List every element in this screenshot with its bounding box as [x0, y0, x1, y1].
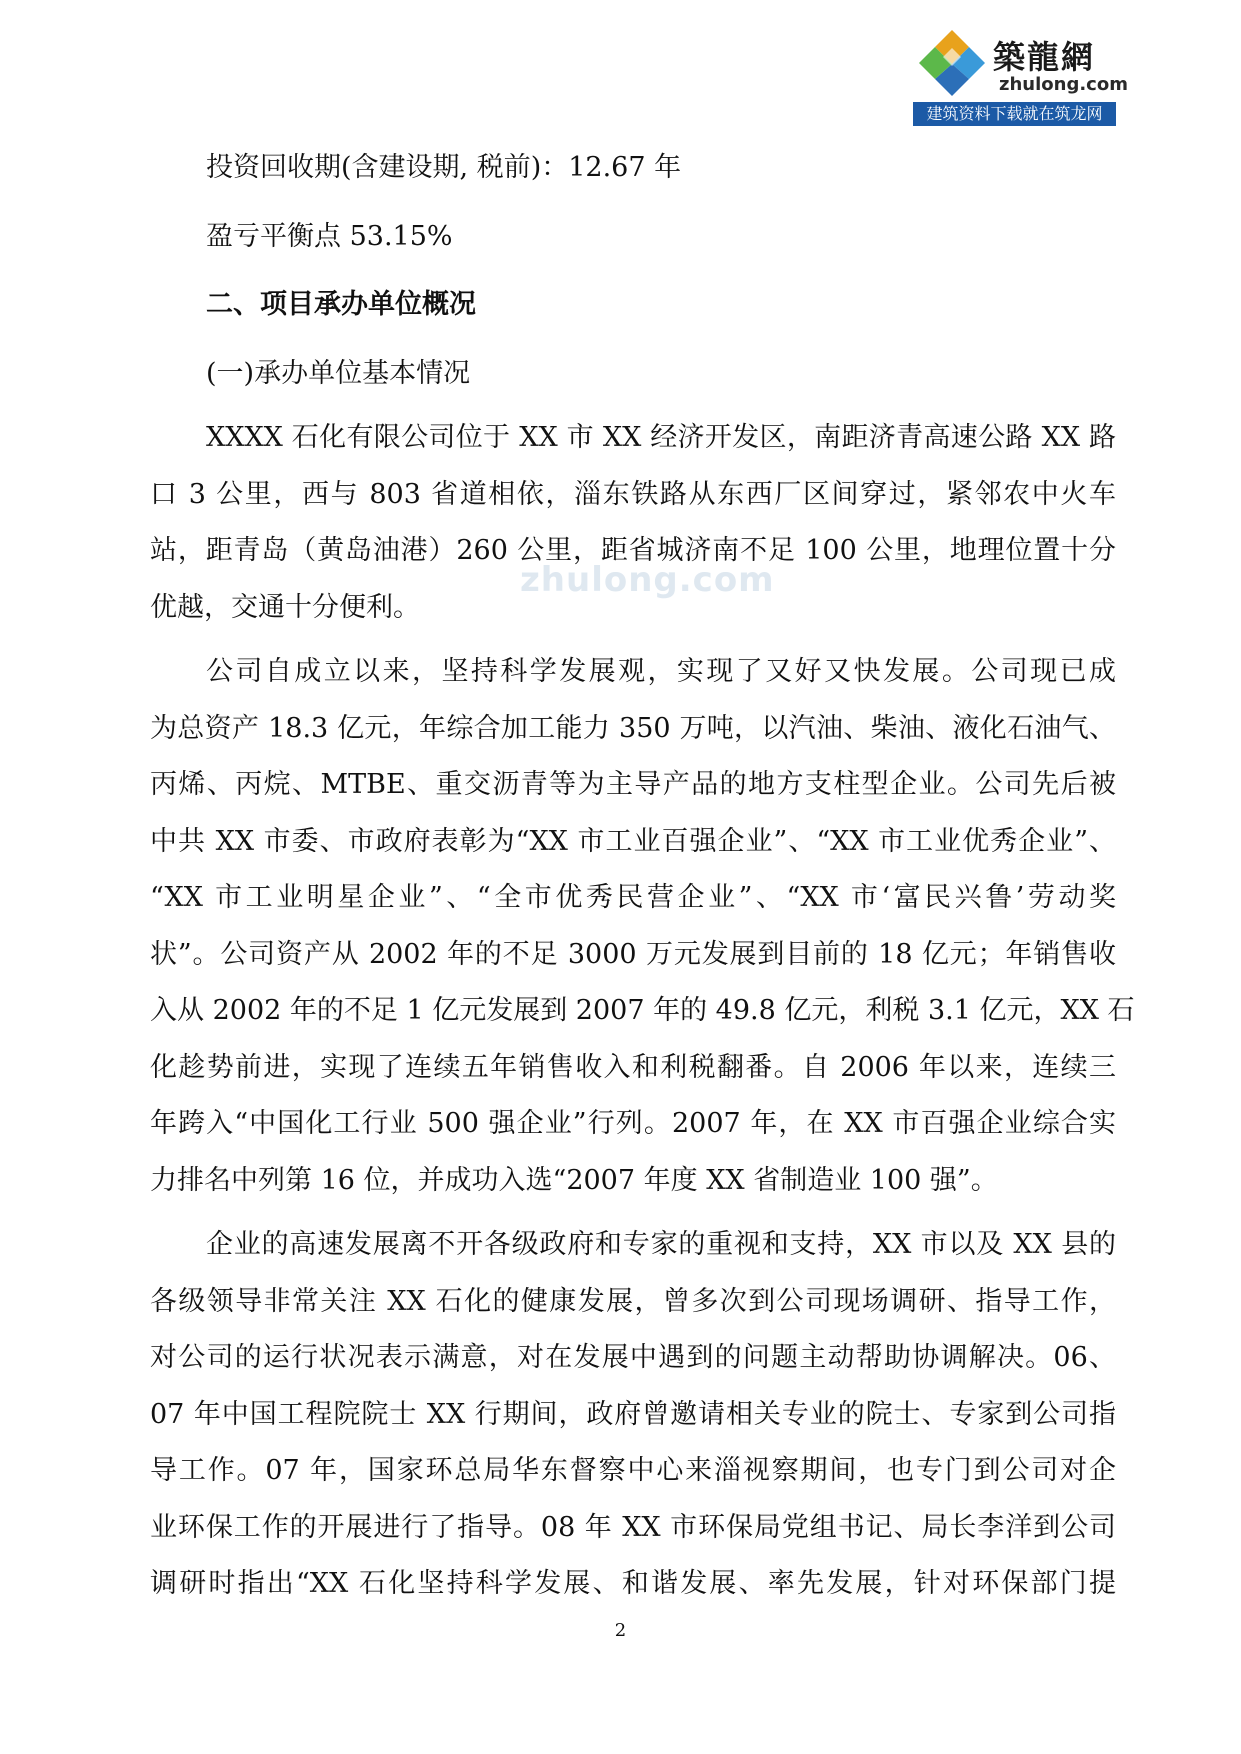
text-line: 07 年中国工程院院士 XX 行期间，政府曾邀请相关专业的院士、专家到公司指: [150, 1398, 1116, 1430]
text-line: 站，距青岛（黄岛油港）260 公里，距省城济南不足 100 公里，地理位置十分: [150, 535, 1116, 566]
text-line: 年跨入“中国化工行业 500 强企业”行列。2007 年，在 XX 市百强企业综合实: [150, 1108, 1116, 1139]
logo-url: zhulong.com: [999, 74, 1128, 95]
break-even-line: 盈亏平衡点 53.15%: [206, 220, 453, 252]
logo-name: 築龍網: [993, 38, 1096, 76]
text-line: 化趁势前进，实现了连续五年销售收入和利税翻番。自 2006 年以来，连续三: [150, 1051, 1116, 1083]
text-line: 状”。公司资产从 2002 年的不足 3000 万元发展到目前的 18 亿元；年销售收: [150, 938, 1116, 970]
text-line: 优越，交通十分便利。: [150, 591, 420, 623]
paragraph-company-development: [150, 644, 1135, 1209]
text-line: “XX 市工业明星企业”、“全市优秀民营企业”、“XX 市‘富民兴鲁’劳动奖: [150, 882, 1116, 913]
text-line: 公司自成立以来，坚持科学发展观，实现了又好又快发展。公司现已成: [206, 656, 1116, 687]
text-line: 业环保工作的开展进行了指导。08 年 XX 市环保局党组书记、局长李洋到公司: [150, 1511, 1116, 1543]
page-number: 2: [614, 1620, 627, 1641]
text-line: XXXX 石化有限公司位于 XX 市 XX 经济开发区，南距济青高速公路 XX 路: [206, 422, 1116, 453]
text-line: 调研时指出“XX 石化坚持科学发展、和谐发展、率先发展，针对环保部门提: [150, 1568, 1116, 1599]
zhulong-logo: [913, 22, 1128, 126]
text-line: 各级领导非常关注 XX 石化的健康发展，曾多次到公司现场调研、指导工作，: [150, 1285, 1116, 1317]
text-line: 入从 2002 年的不足 1 亿元发展到 2007 年的 49.8 亿元，利税 3.1 亿元，XX 石: [150, 995, 1135, 1026]
text-line: 对公司的运行状况表示满意，对在发展中遇到的问题主动帮助协调解决。06、: [150, 1342, 1116, 1373]
text-line: 企业的高速发展离不开各级政府和专家的重视和支持，XX 市以及 XX 县的: [206, 1229, 1116, 1260]
text-line: 力排名中列第 16 位，并成功入选“2007 年度 XX 省制造业 100 强”。: [150, 1164, 998, 1196]
payback-period-line: 投资回收期(含建设期, 税前)：12.67 年: [206, 152, 682, 183]
paragraph-government-support: [150, 1217, 1116, 1613]
text-line: 中共 XX 市委、市政府表彰为“XX 市工业百强企业”、“XX 市工业优秀企业”、: [150, 825, 1116, 857]
subsection-heading: (一)承办单位基本情况: [206, 357, 471, 389]
zhulong-logo-icon: [917, 28, 987, 98]
paragraph-location: [150, 410, 1116, 636]
logo-slogan: 建筑资料下载就在筑龙网: [913, 102, 1116, 126]
watermark: zhulong.com: [520, 560, 775, 600]
text-line: 口 3 公里，西与 803 省道相依，淄东铁路从东西厂区间穿过，紧邻农中火车: [150, 478, 1116, 510]
section-heading: 二、项目承办单位概况: [206, 289, 476, 320]
text-line: 丙烯、丙烷、MTBE、重交沥青等为主导产品的地方支柱型企业。公司先后被: [150, 769, 1116, 800]
text-line: 为总资产 18.3 亿元，年综合加工能力 350 万吨，以汽油、柴油、液化石油气、: [150, 712, 1116, 744]
document-body: [150, 140, 1135, 1613]
text-line: 导工作。07 年，国家环总局华东督察中心来淄视察期间，也专门到公司对企: [150, 1455, 1116, 1486]
